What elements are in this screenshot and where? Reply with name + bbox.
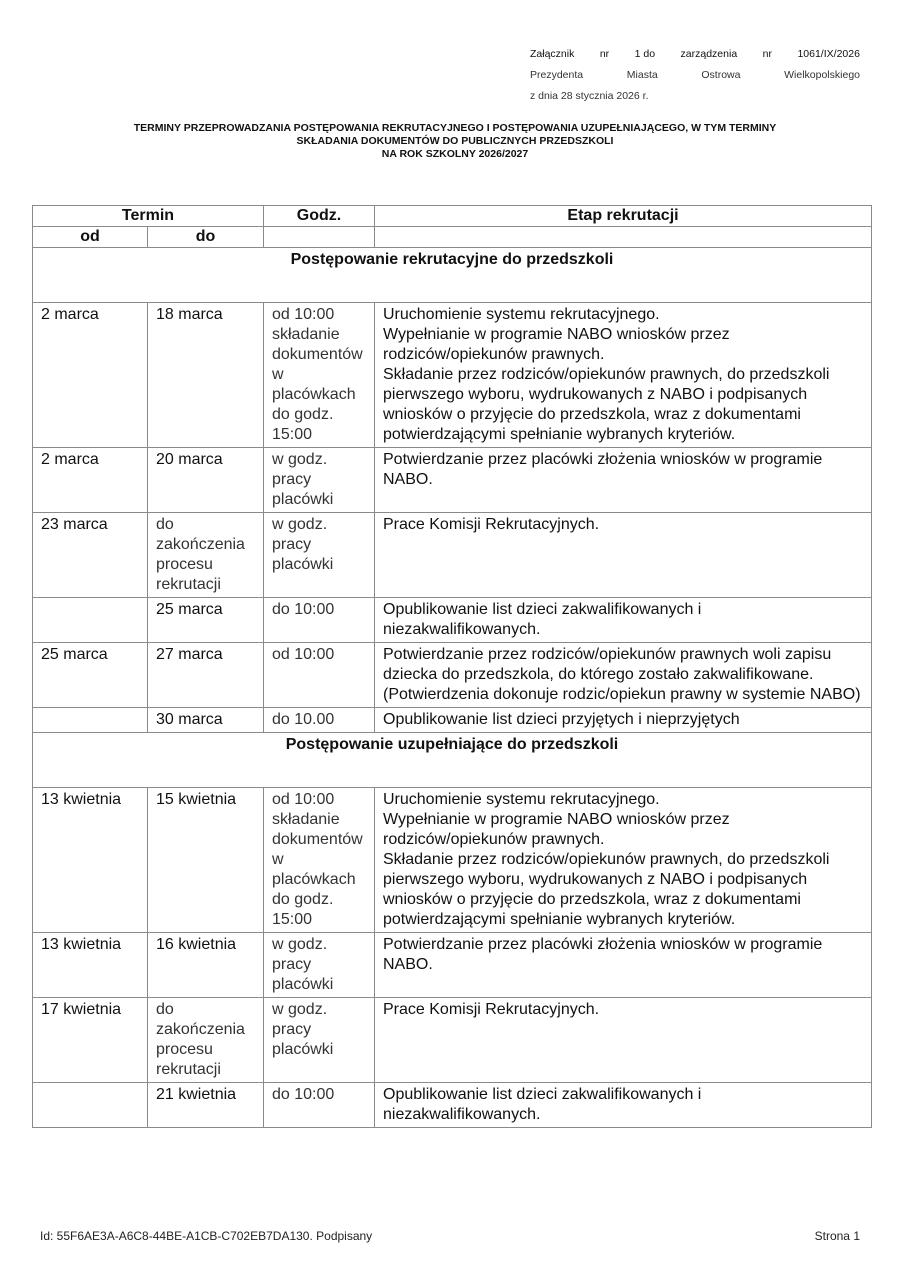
cell-etap-paragraph: Prace Komisji Rekrutacyjnych.	[383, 1001, 600, 1018]
cell-godz	[264, 788, 375, 933]
document-id: Id: 55F6AE3A-A6C8-44BE-A1CB-C702EB7DA130. Podpisany	[40, 1229, 373, 1243]
table-row	[33, 448, 872, 513]
cell-etap	[375, 513, 872, 598]
cell-etap	[375, 1083, 872, 1128]
annex-word: nr	[762, 48, 772, 60]
cell-godz-line: 15:00	[272, 426, 313, 443]
annex-line-1	[530, 44, 860, 65]
section-row	[33, 248, 872, 303]
table-row	[33, 788, 872, 933]
table-body	[33, 248, 872, 1128]
table-row	[33, 998, 872, 1083]
annex-word: Wielkopolskiego	[784, 69, 860, 81]
table-row	[33, 708, 872, 733]
cell-od	[33, 708, 148, 733]
header-do: do	[148, 227, 264, 248]
cell-godz-line: w godz. pracy	[272, 1001, 328, 1038]
title-line-3: NA ROK SZKOLNY 2026/2027	[381, 148, 529, 160]
cell-etap	[375, 303, 872, 448]
cell-etap-paragraph: Uruchomienie systemu rekrutacyjnego.	[383, 306, 660, 323]
cell-etap	[375, 708, 872, 733]
cell-godz	[264, 598, 375, 643]
cell-do: 21 kwietnia	[148, 1083, 264, 1128]
cell-godz-line: składanie	[272, 811, 340, 828]
table-row	[33, 598, 872, 643]
cell-do-line: rekrutacji	[156, 576, 221, 593]
cell-godz	[264, 448, 375, 513]
cell-do-line: do	[156, 516, 174, 533]
cell-do-line: zakończenia	[156, 536, 245, 553]
cell-etap-paragraph: Opublikowanie list dzieci przyjętych i nieprzyjętych	[383, 711, 740, 728]
schedule-table	[32, 205, 872, 1128]
cell-do-line: procesu	[156, 1041, 213, 1058]
header-etap: Etap rekrutacji	[375, 206, 872, 227]
cell-godz-line: od 10:00	[272, 646, 335, 663]
cell-godz-line: placówki	[272, 1041, 334, 1058]
annex-word: 1061/IX/2026	[797, 48, 860, 60]
cell-godz-line: dokumentów	[272, 346, 363, 363]
cell-od	[33, 598, 148, 643]
page-footer	[40, 1229, 860, 1243]
cell-do: 15 kwietnia	[148, 788, 264, 933]
cell-do	[148, 513, 264, 598]
cell-do: 27 marca	[148, 643, 264, 708]
cell-godz-line: do 10:00	[272, 601, 335, 618]
header-godz: Godz.	[264, 206, 375, 227]
cell-godz	[264, 998, 375, 1083]
cell-godz-line: do 10:00	[272, 1086, 335, 1103]
cell-etap-paragraph: Potwierdzanie przez placówki złożenia wniosków w programie NABO.	[383, 936, 823, 973]
header-termin: Termin	[33, 206, 264, 227]
header-empty	[264, 227, 375, 248]
annex-word: Załącznik	[530, 48, 575, 60]
cell-godz	[264, 708, 375, 733]
cell-od: 13 kwietnia	[33, 933, 148, 998]
cell-do-line: rekrutacji	[156, 1061, 221, 1078]
cell-etap	[375, 788, 872, 933]
page-number: Strona 1	[814, 1229, 860, 1243]
cell-etap-paragraph: Składanie przez rodziców/opiekunów prawnych, do przedszkoli pierwszego wyboru, wydrukowanych z NABO i podpisanych wniosków o przyjęcie do przedszkola, wraz z dokumentami potwierdzającymi spełnianie wybranych kryteriów.	[383, 851, 830, 928]
cell-godz	[264, 933, 375, 998]
cell-etap-paragraph: Potwierdzanie przez placówki złożenia wniosków w programie NABO.	[383, 451, 823, 488]
annex-word: nr	[599, 48, 610, 60]
cell-godz-line: placówki	[272, 556, 334, 573]
header-od: od	[33, 227, 148, 248]
cell-etap	[375, 933, 872, 998]
cell-godz	[264, 643, 375, 708]
cell-etap-paragraph: Opublikowanie list dzieci zakwalifikowanych i niezakwalifikowanych.	[383, 1086, 702, 1123]
cell-godz-line: do 10.00	[272, 711, 335, 728]
section-row	[33, 733, 872, 788]
cell-etap-paragraph: Opublikowanie list dzieci zakwalifikowanych i niezakwalifikowanych.	[383, 601, 702, 638]
cell-do-line: do	[156, 1001, 174, 1018]
cell-godz-line: od 10:00	[272, 306, 335, 323]
cell-do: 20 marca	[148, 448, 264, 513]
section-title: Postępowanie uzupełniające do przedszkoli	[33, 733, 872, 788]
cell-do: 18 marca	[148, 303, 264, 448]
cell-godz-line: do godz.	[272, 406, 334, 423]
cell-od: 13 kwietnia	[33, 788, 148, 933]
cell-od	[33, 1083, 148, 1128]
cell-etap-paragraph: Prace Komisji Rekrutacyjnych.	[383, 516, 600, 533]
cell-godz-line: od 10:00	[272, 791, 335, 808]
cell-etap-paragraph: Składanie przez rodziców/opiekunów prawnych, do przedszkoli pierwszego wyboru, wydrukowanych z NABO i podpisanych wniosków o przyjęcie do przedszkola, wraz z dokumentami potwierdzającymi spełnianie wybranych kryteriów.	[383, 366, 830, 443]
cell-etap-paragraph: (Potwierdzenia dokonuje rodzic/opiekun prawny w systemie NABO)	[383, 686, 861, 703]
cell-godz-line: placówki	[272, 491, 334, 508]
annex-word: Prezydenta	[530, 69, 584, 81]
cell-etap-paragraph: Uruchomienie systemu rekrutacyjnego.	[383, 791, 660, 808]
header-empty	[375, 227, 872, 248]
cell-godz	[264, 1083, 375, 1128]
cell-etap	[375, 998, 872, 1083]
cell-godz	[264, 513, 375, 598]
annex-word: zarządzenia	[680, 48, 738, 60]
cell-do-line: zakończenia	[156, 1021, 245, 1038]
header-row-1	[33, 206, 872, 227]
cell-godz-line: do godz.	[272, 891, 334, 908]
cell-do: 25 marca	[148, 598, 264, 643]
table-row	[33, 933, 872, 998]
section-title: Postępowanie rekrutacyjne do przedszkoli	[33, 248, 872, 303]
annex-line-2	[530, 65, 860, 86]
cell-godz-line: składanie	[272, 326, 340, 343]
annex-word: 1 do	[634, 48, 656, 60]
cell-etap-paragraph: Potwierdzanie przez rodziców/opiekunów prawnych woli zapisu dziecka do przedszkola, do którego zostało zakwalifikowane.	[383, 646, 832, 683]
title-line-1: TERMINY PRZEPROWADZANIA POSTĘPOWANIA REKRUTACYJNEGO I POSTĘPOWANIA UZUPEŁNIAJĄCEGO, W TYM TERMINY	[133, 122, 777, 134]
cell-godz-line: dokumentów	[272, 831, 363, 848]
cell-godz-line: w placówkach	[272, 366, 356, 403]
cell-od: 2 marca	[33, 303, 148, 448]
annex-line-3: z dnia 28 stycznia 2026 r.	[530, 90, 649, 102]
title-line-2: SKŁADANIA DOKUMENTÓW DO PUBLICZNYCH PRZEDSZKOLI	[296, 135, 614, 147]
cell-etap	[375, 643, 872, 708]
table-row	[33, 643, 872, 708]
cell-etap-paragraph: Wypełnianie w programie NABO wniosków przez rodziców/opiekunów prawnych.	[383, 811, 730, 848]
annex-word: Ostrowa	[701, 69, 741, 81]
cell-do: 16 kwietnia	[148, 933, 264, 998]
document-title	[40, 122, 870, 161]
cell-godz-line: w godz. pracy	[272, 451, 328, 488]
cell-godz-line: w godz. pracy	[272, 516, 328, 553]
cell-godz-line: w placówkach	[272, 851, 356, 888]
cell-do	[148, 998, 264, 1083]
cell-do-line: procesu	[156, 556, 213, 573]
cell-etap	[375, 448, 872, 513]
cell-od: 2 marca	[33, 448, 148, 513]
cell-godz-line: placówki	[272, 976, 334, 993]
header-row-2	[33, 227, 872, 248]
cell-godz	[264, 303, 375, 448]
cell-godz-line: 15:00	[272, 911, 313, 928]
annex-header	[530, 44, 860, 107]
cell-od: 25 marca	[33, 643, 148, 708]
annex-word: Miasta	[626, 69, 658, 81]
cell-od: 23 marca	[33, 513, 148, 598]
table-row	[33, 1083, 872, 1128]
cell-godz-line: w godz. pracy	[272, 936, 328, 973]
cell-do: 30 marca	[148, 708, 264, 733]
table-row	[33, 513, 872, 598]
cell-od: 17 kwietnia	[33, 998, 148, 1083]
table-row	[33, 303, 872, 448]
cell-etap-paragraph: Wypełnianie w programie NABO wniosków przez rodziców/opiekunów prawnych.	[383, 326, 730, 363]
cell-etap	[375, 598, 872, 643]
